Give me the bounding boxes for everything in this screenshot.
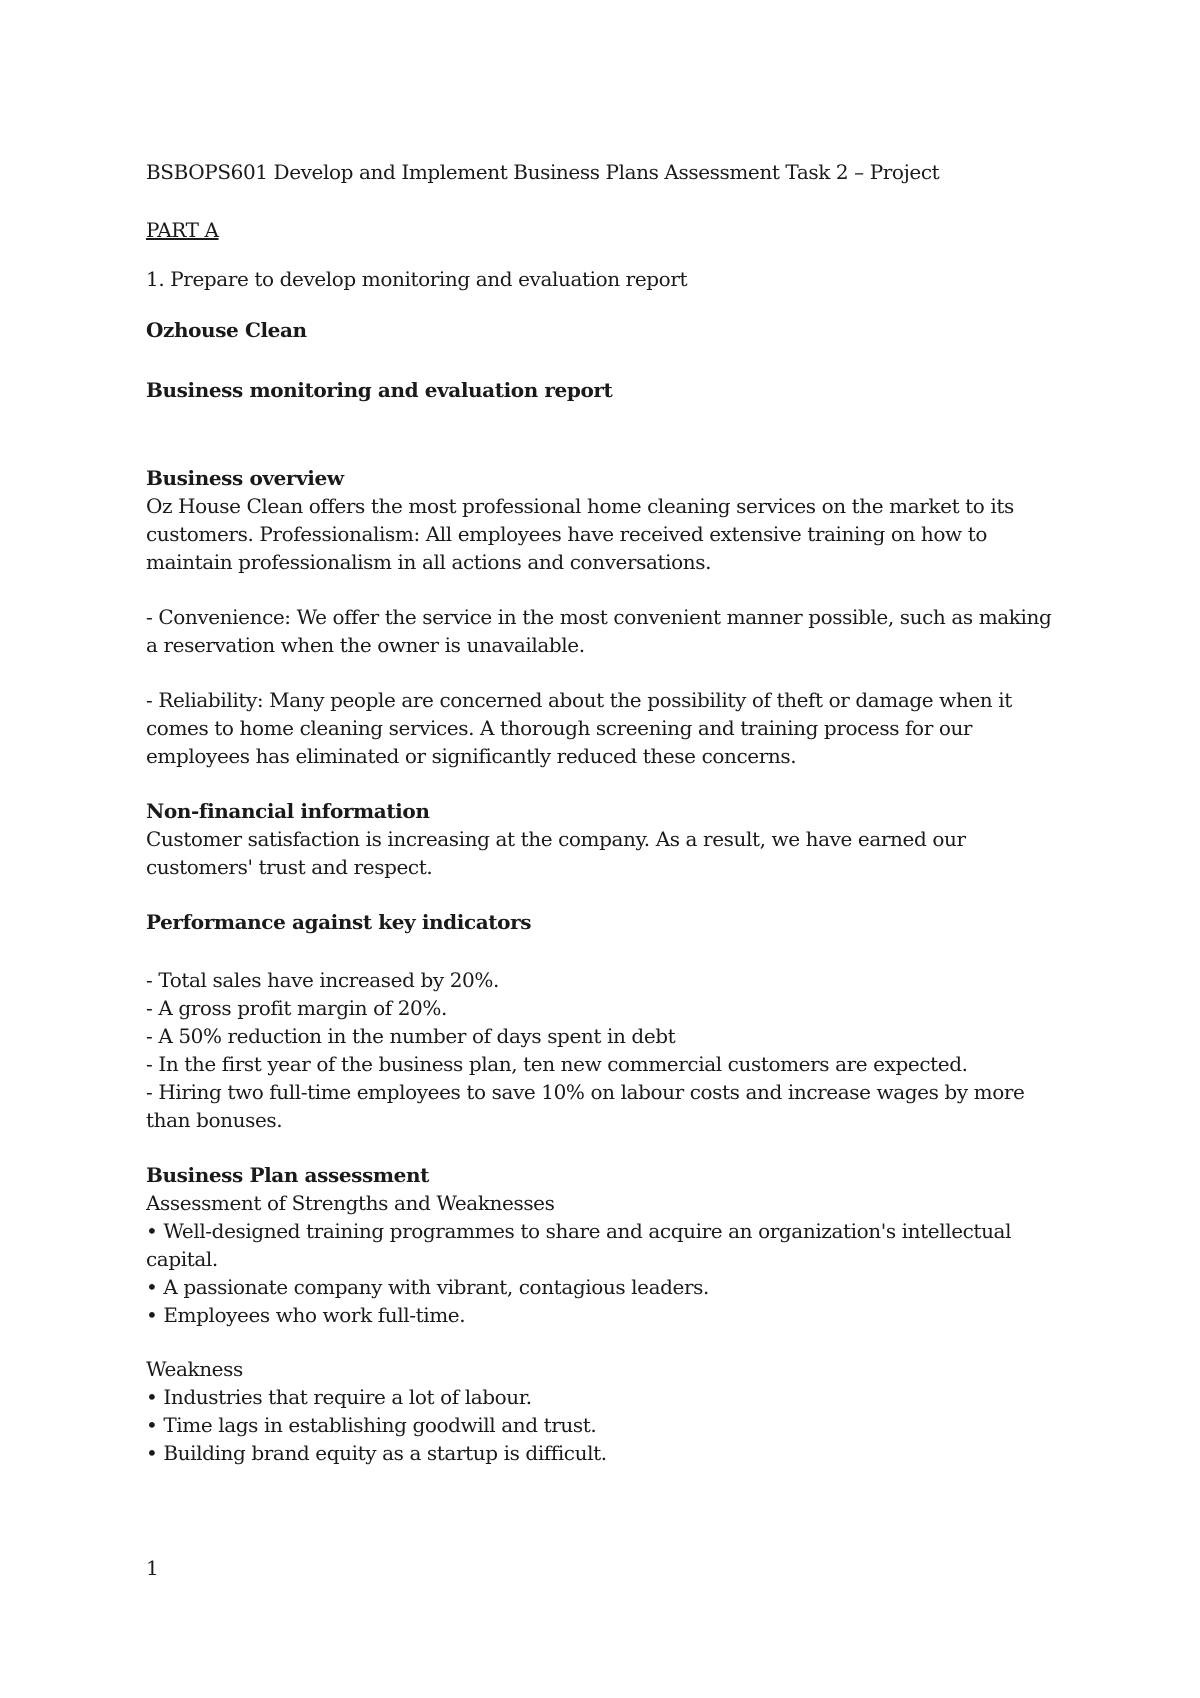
- overview-convenience-paragraph: - Convenience: We offer the service in the most convenient manner possible, such as making a reservation when the owner is unavailable.: [146, 605, 1052, 657]
- strength-item: • Well-designed training programmes to share and acquire an organization's intellectual capital.: [146, 1219, 1012, 1271]
- section-heading-assessment: Business Plan assessment: [146, 1163, 429, 1187]
- performance-item: - In the first year of the business plan, ten new commercial customers are expected.: [146, 1052, 968, 1076]
- non-financial-section: [146, 797, 1066, 908]
- step-heading: 1. Prepare to develop monitoring and evaluation report: [146, 267, 688, 291]
- weakness-item: • Time lags in establishing goodwill and trust.: [146, 1413, 597, 1437]
- performance-section: [146, 908, 1066, 1161]
- weakness-label: Weakness: [146, 1357, 243, 1381]
- performance-item: - Total sales have increased by 20%.: [146, 968, 499, 992]
- report-title: Business monitoring and evaluation report: [146, 378, 613, 402]
- strength-item: • Employees who work full-time.: [146, 1303, 466, 1327]
- page-number: 1: [146, 1556, 159, 1580]
- overview-reliability-paragraph: - Reliability: Many people are concerned about the possibility of theft or damage when it comes to home cleaning services. A thorough screening and training process for our employees has eliminated or significantly reduced these concerns.: [146, 688, 1012, 768]
- strengths-label: Assessment of Strengths and Weaknesses: [146, 1191, 555, 1215]
- document-title: BSBOPS601 Develop and Implement Business Plans Assessment Task 2 – Project: [146, 160, 940, 184]
- weakness-item: • Building brand equity as a startup is difficult.: [146, 1441, 607, 1465]
- company-name: Ozhouse Clean: [146, 318, 307, 342]
- section-heading-performance: Performance against key indicators: [146, 910, 532, 934]
- non-financial-paragraph: Customer satisfaction is increasing at the company. As a result, we have earned our customers' trust and respect.: [146, 827, 966, 879]
- performance-item: - Hiring two full-time employees to save 10% on labour costs and increase wages by more than bonuses.: [146, 1080, 1025, 1132]
- strength-item: • A passionate company with vibrant, contagious leaders.: [146, 1275, 709, 1299]
- part-heading: PART A: [146, 218, 219, 242]
- section-heading-business-overview: Business overview: [146, 466, 344, 490]
- weakness-item: • Industries that require a lot of labour.: [146, 1385, 532, 1409]
- section-heading-non-financial: Non-financial information: [146, 799, 430, 823]
- business-plan-assessment-section: [146, 1161, 1066, 1467]
- page-content: [146, 158, 1066, 1467]
- performance-item: - A 50% reduction in the number of days spent in debt: [146, 1024, 676, 1048]
- performance-item: - A gross profit margin of 20%.: [146, 996, 447, 1020]
- business-overview-section: [146, 464, 1066, 797]
- overview-intro-paragraph: Oz House Clean offers the most professional home cleaning services on the market to its customers. Professionalism: All employees have received extensive training on how to maintain professionalism in all actions and conversations.: [146, 494, 1014, 574]
